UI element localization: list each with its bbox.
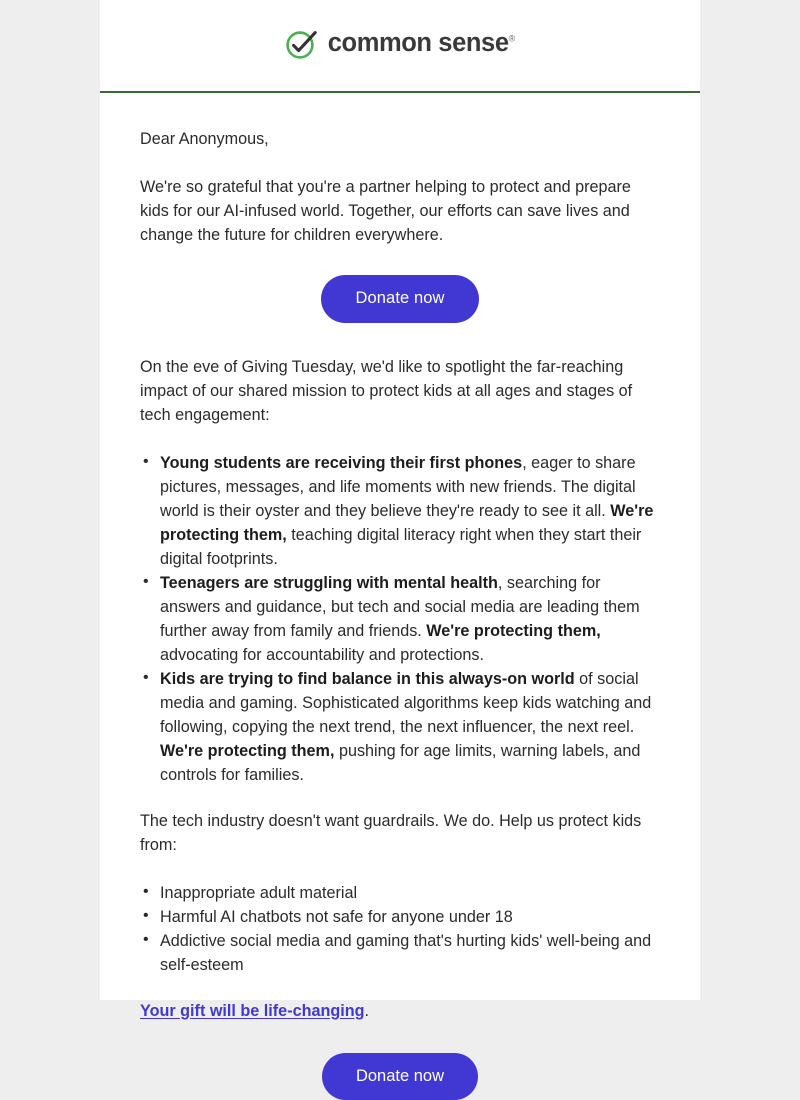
- donate-now-button-bottom[interactable]: Donate now: [322, 1053, 478, 1100]
- impact-bullet-list: [140, 451, 660, 787]
- donate-cta-row-bottom: [140, 1053, 660, 1100]
- impact-bullet-lead: Kids are trying to find balance in this always-on world: [160, 670, 575, 688]
- check-circle-icon: [285, 27, 319, 61]
- impact-bullet-item: [140, 667, 660, 787]
- impact-bullet-middle: of social media and gaming. Sophisticated algorithms keep kids watching and following, copying the next trend, the next influencer, the next reel.: [160, 670, 651, 736]
- greeting-text: Dear Anonymous,: [140, 127, 660, 151]
- guardrails-paragraph: The tech industry doesn't want guardrails. We do. Help us protect kids from:: [140, 809, 660, 857]
- common-sense-logo[interactable]: [285, 27, 516, 61]
- impact-bullet-tail: advocating for accountability and protections.: [160, 646, 484, 664]
- impact-bullet-lead: Young students are receiving their first phones: [160, 454, 522, 472]
- impact-bullet-emphasis: We're protecting them,: [160, 742, 334, 760]
- lead-paragraph: On the eve of Giving Tuesday, we'd like to spotlight the far-reaching impact of our shared mission to protect kids at all ages and stages of tech engagement:: [140, 355, 660, 427]
- impact-bullet-list-block: [140, 451, 660, 787]
- email-panel: [100, 0, 700, 1000]
- gift-link-suffix: .: [365, 1002, 370, 1020]
- protect-bullet-item: • Harmful AI chatbots not safe for anyone under 18: [140, 905, 660, 929]
- protect-bullet-list-block: [140, 881, 660, 977]
- impact-bullet-lead: Teenagers are struggling with mental health: [160, 574, 498, 592]
- impact-bullet-item: [140, 451, 660, 571]
- email-body: [100, 93, 700, 1100]
- impact-bullet-emphasis: We're protecting them,: [160, 502, 653, 544]
- impact-bullet-tail: pushing for age limits, warning labels, and controls for families.: [160, 742, 640, 784]
- protect-bullet-item: • Inappropriate adult material: [140, 881, 660, 905]
- impact-bullet-tail: teaching digital literacy right when they start their digital footprints.: [160, 526, 641, 568]
- protect-bullet-item: • Addictive social media and gaming that's hurting kids' well-being and self-esteem: [140, 929, 660, 977]
- gift-link[interactable]: Your gift will be life-changing: [140, 1002, 365, 1020]
- impact-bullet-middle: , searching for answers and guidance, but tech and social media are leading them further away from family and friends.: [160, 574, 640, 640]
- impact-bullet-middle: , eager to share pictures, messages, and life moments with new friends. The digital world is their oyster and they believe they're ready to see it all.: [160, 454, 636, 520]
- logo-wordmark-text: common sense: [328, 29, 509, 57]
- email-header: [100, 0, 700, 93]
- gift-line: [140, 999, 660, 1023]
- impact-bullet-emphasis: We're protecting them,: [426, 622, 600, 640]
- logo-registered-mark: ®: [509, 33, 516, 43]
- impact-bullet-item: [140, 571, 660, 667]
- intro-paragraph: We're so grateful that you're a partner helping to protect and prepare kids for our AI-infused world. Together, our efforts can save lives and change the future for children everywhere.: [140, 175, 660, 247]
- donate-cta-row: [140, 275, 660, 323]
- protect-bullet-list: [140, 881, 660, 977]
- logo-wordmark: [328, 31, 516, 57]
- donate-now-button[interactable]: Donate now: [321, 275, 478, 323]
